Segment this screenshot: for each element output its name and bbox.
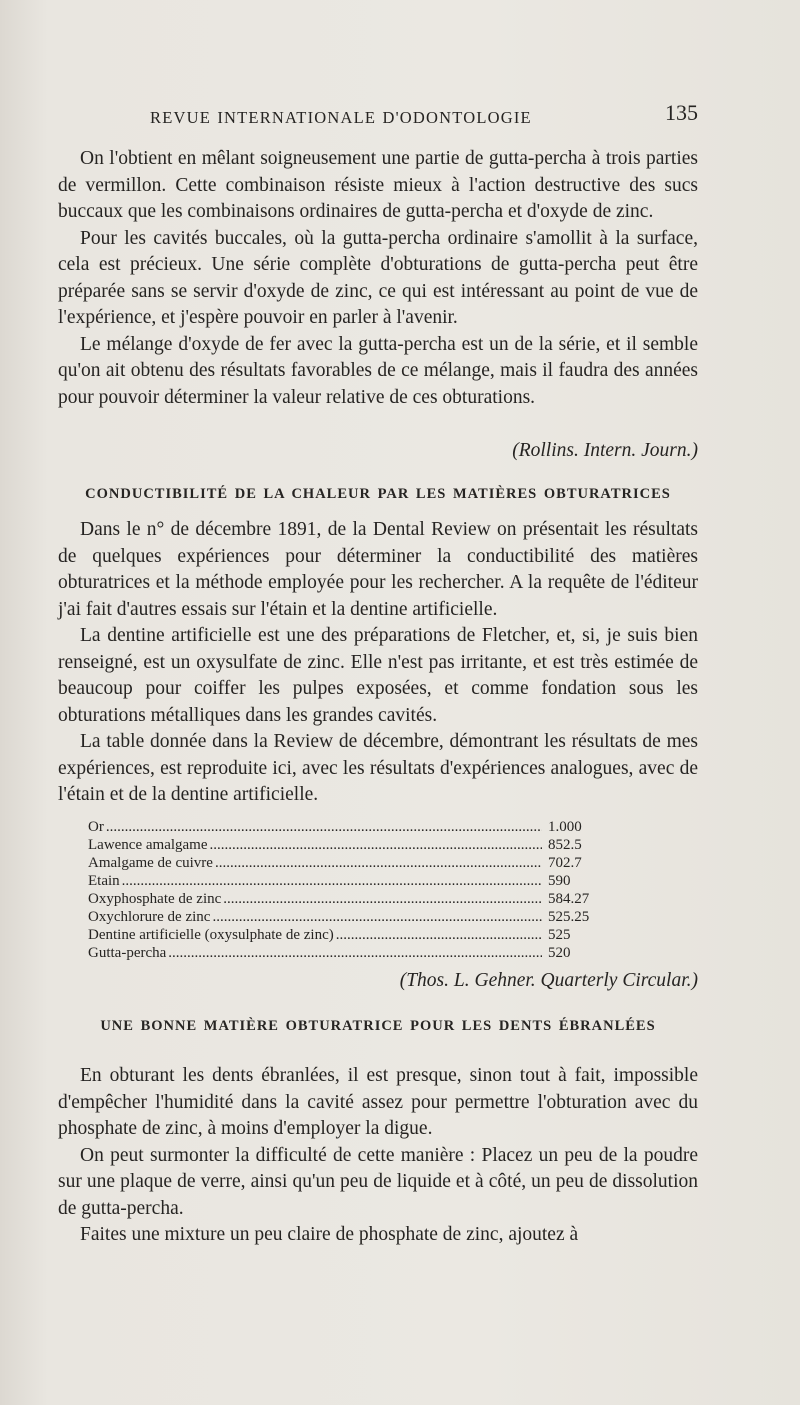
paragraph: La table donnée dans la Review de décembre, démontrant les résultats de mes expériences, est reproduite ici, avec les résultats d'expériences analogues, avec de l'étain et de la dentine artificielle. xyxy=(58,731,698,805)
leader-dots xyxy=(223,890,542,908)
row-label: Dentine artificielle (oxysulphate de zinc) xyxy=(88,927,334,943)
section-title: CONDUCTIBILITÉ DE LA CHALEUR PAR LES MATIÈRES OBTURATRICES xyxy=(85,486,671,502)
row-label: Gutta-percha xyxy=(88,945,167,961)
paragraph: Pour les cavités buccales, où la gutta-percha ordinaire s'amollit à la surface, cela est précieux. Une série complète d'obturations de gutta-percha peut être préparée sans se servir d'oxyde de zinc, ce qui est intéressant au point de vue de l'expérience, et j'espère pouvoir en parler à l'avenir. xyxy=(58,227,698,328)
row-value: 584.27 xyxy=(548,891,590,907)
page-header xyxy=(58,100,698,128)
row-label: Lawence amalgame xyxy=(88,837,208,853)
table-row xyxy=(88,908,600,926)
row-label: Etain xyxy=(88,873,120,889)
row-label: Oxychlorure de zinc xyxy=(88,909,211,925)
table-row xyxy=(88,836,600,854)
table-row xyxy=(88,854,600,872)
row-value: 852.5 xyxy=(548,837,582,853)
paragraph: En obturant les dents ébranlées, il est presque, sinon tout à fait, impossible d'empêcher l'humidité dans la cavité assez pour permettre l'obturation avec du phosphate de zinc, à moins d'employer la digue. xyxy=(58,1065,698,1139)
section-title: UNE BONNE MATIÈRE OBTURATRICE POUR LES DENTS ÉBRANLÉES xyxy=(100,1018,656,1034)
paragraph: La dentine artificielle est une des préparations de Fletcher, et, si, je suis bien renseigné, est un oxysulfate de zinc. Elle n'est pas irritante, et est très estimée de beaucoup pour coiffer les pulpes exposées, et comme fondation sous les obturations métalliques dans les grandes cavités. xyxy=(58,625,698,726)
text-block-3 xyxy=(58,1063,698,1249)
table-row xyxy=(88,872,600,890)
paragraph: Le mélange d'oxyde de fer avec la gutta-percha est un de la série, et il semble qu'on ait obtenu des résultats favorables de ce mélange, mais il faudra des années pour pouvoir déterminer la valeur relative de ces obturations. xyxy=(58,333,698,408)
row-value: 520 xyxy=(548,945,571,961)
leader-dots xyxy=(168,944,542,962)
row-value: 525 xyxy=(548,927,571,943)
citation: (Rollins. Intern. Journ.) xyxy=(512,440,698,461)
paragraph: Dans le n° de décembre 1891, de la Dental Review on présentait les résultats de quelques expériences pour déterminer la conductibilité des matières obturatrices et la méthode employée pour les rechercher. A la requête de l'éditeur j'ai fait d'autres essais sur l'étain et la dentine artificielle. xyxy=(58,519,698,620)
leader-dots xyxy=(212,908,542,926)
paragraph: Faites une mixture un peu claire de phosphate de zinc, ajoutez à xyxy=(80,1224,579,1245)
table-row xyxy=(88,926,600,944)
page-number: 135 xyxy=(665,100,698,125)
row-value: 1.000 xyxy=(548,819,582,835)
row-label: Amalgame de cuivre xyxy=(88,855,213,871)
leader-dots xyxy=(210,836,542,854)
conductivity-table xyxy=(88,818,600,962)
paragraph: On peut surmonter la difficulté de cette manière : Placez un peu de la poudre sur une plaque de verre, ainsi qu'un peu de liquide et à côté, un peu de dissolution de gutta-percha. xyxy=(58,1144,698,1219)
leader-dots xyxy=(336,926,542,944)
leader-dots xyxy=(122,872,542,890)
table-row xyxy=(88,944,600,962)
leader-dots xyxy=(106,818,542,836)
row-value: 702.7 xyxy=(548,855,582,871)
row-label: Or xyxy=(88,819,104,835)
paragraph: On l'obtient en mêlant soigneusement une partie de gutta-percha à trois parties de vermillon. Cette combinaison résiste mieux à l'action destructive des sucs buccaux que les combinaisons ordinaires de gutta-percha et d'oxyde de zinc. xyxy=(58,148,698,222)
leader-dots xyxy=(215,854,542,872)
text-block-1 xyxy=(58,146,698,411)
row-value: 525.25 xyxy=(548,909,590,925)
citation: (Thos. L. Gehner. Quarterly Circular.) xyxy=(399,970,698,991)
text-block-2 xyxy=(58,517,698,809)
table-row xyxy=(88,890,600,908)
row-label: Oxyphosphate de zinc xyxy=(88,891,222,907)
table-row xyxy=(88,818,600,836)
row-value: 590 xyxy=(548,873,571,889)
running-head: REVUE INTERNATIONALE D'ODONTOLOGIE xyxy=(150,108,532,127)
